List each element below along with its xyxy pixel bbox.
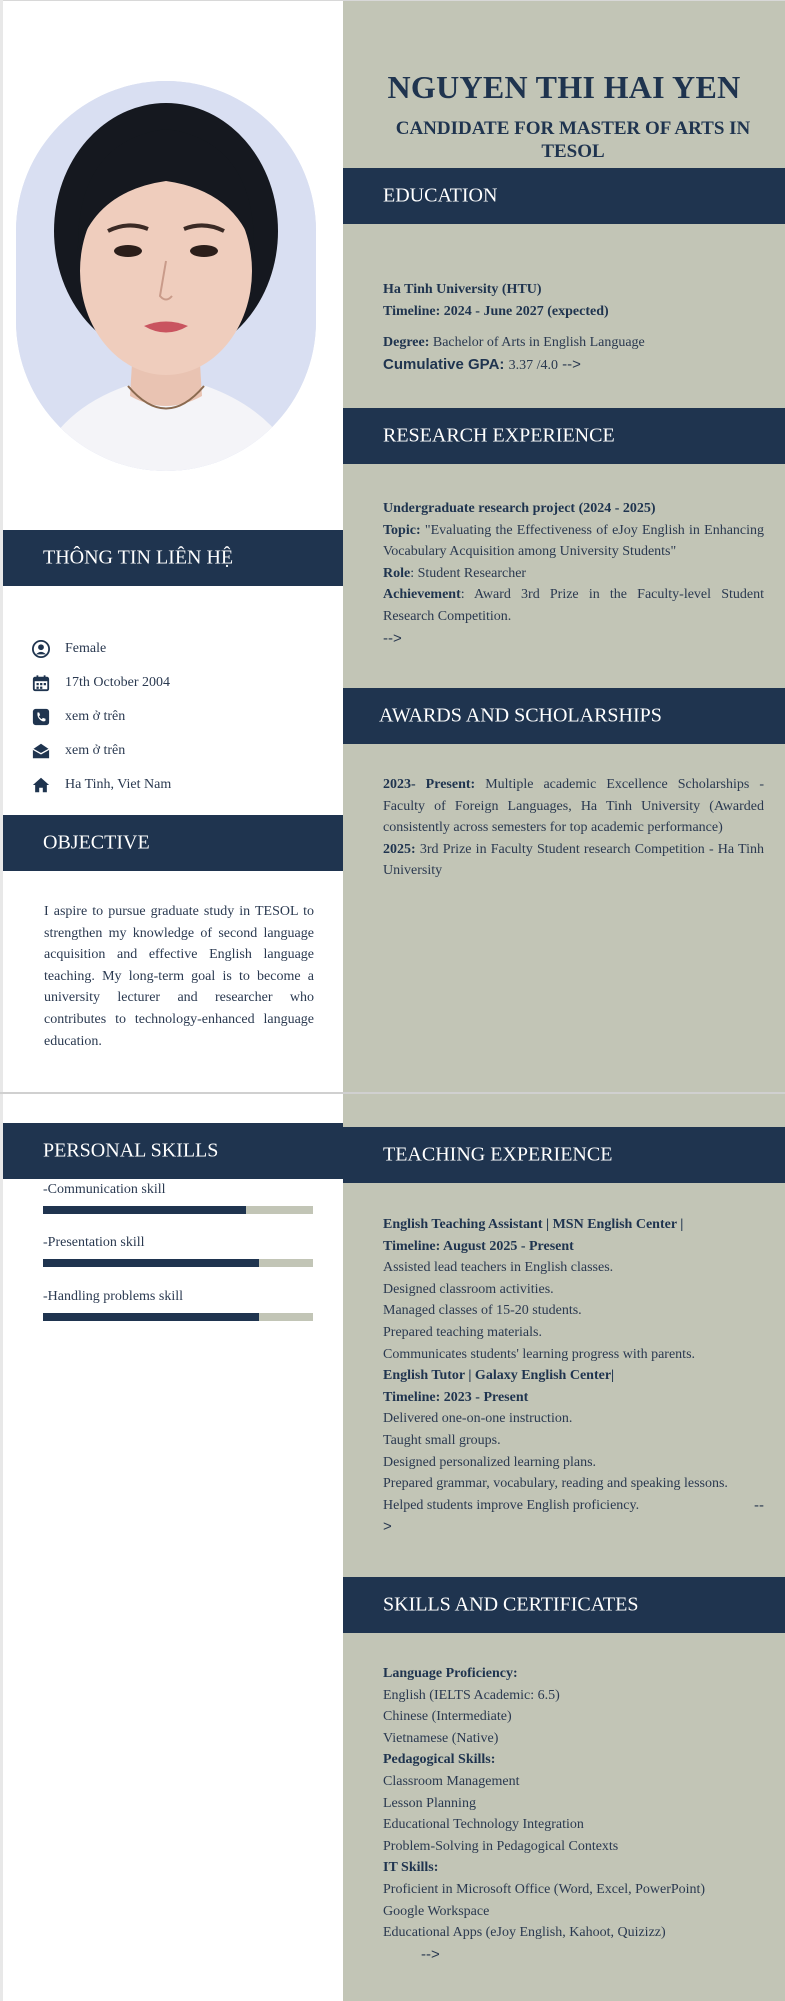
pedagogical-heading: Pedagogical Skills: [383,1752,496,1768]
calendar-icon [31,673,51,693]
job1-title: English Teaching Assistant | MSN English Center | [383,1217,684,1232]
role-text: : Student Researcher [410,565,527,581]
language-heading: Language Proficiency: [383,1666,518,1681]
research-heading: RESEARCH EXPERIENCE [343,408,785,464]
skill-bar-fill [43,1206,246,1214]
objective-heading: OBJECTIVE [3,815,343,871]
job2-item: Delivered one-on-one instruction. [383,1411,573,1427]
research-trail: --> [383,629,402,647]
education-trail: --> [562,355,581,373]
personal-skills-heading: PERSONAL SKILLS [3,1123,343,1179]
job2-item: Designed personalized learning plans. [383,1454,597,1470]
job2-timeline: Timeline: 2023 - Present [383,1389,529,1405]
contact-birthday: 17th October 2004 [31,673,170,693]
gpa-label: Cumulative GPA: [383,355,505,373]
skill-bar-fill [43,1313,259,1321]
skill-bar [43,1313,313,1321]
language-item: English (IELTS Academic: 6.5) [383,1687,560,1703]
pedagogical-item: Problem-Solving in Pedagogical Contexts [383,1838,619,1854]
skill-bar [43,1259,313,1267]
home-icon [31,775,51,795]
skill-bar [43,1206,313,1214]
education-heading: EDUCATION [343,168,785,224]
language-item: Vietnamese (Native) [383,1730,499,1746]
job1-item: Managed classes of 15-20 students. [383,1303,582,1319]
user-circle-icon [31,639,51,659]
teaching-heading: TEACHING EXPERIENCE [343,1127,785,1183]
candidate-name: NGUYEN THI HAI YEN [387,69,741,105]
contact-address: Ha Tinh, Viet Nam [31,775,171,795]
phone-icon [31,707,51,727]
awards-heading: AWARDS AND SCHOLARSHIPS [343,688,785,744]
it-item: Educational Apps (eJoy English, Kahoot, Quizizz) [383,1925,666,1941]
degree-label: Degree: [383,335,430,351]
pedagogical-item: Lesson Planning [383,1795,476,1811]
profile-photo [16,81,316,471]
job2-item: Prepared grammar, vocabulary, reading and speaking lessons. [383,1476,728,1492]
topic-label: Topic: [383,522,421,538]
job1-item: Prepared teaching materials. [383,1324,542,1340]
cv-page-1 [3,0,785,1092]
language-item: Chinese (Intermediate) [383,1709,512,1725]
it-heading: IT Skills: [383,1860,439,1876]
contact-gender: Female [31,639,106,659]
skill-communication: -Communication skill [43,1182,313,1198]
gpa-value: 3.37 /4.0 [508,357,558,373]
degree-value: Bachelor of Arts in English Language [432,335,645,351]
pedagogical-item: Educational Technology Integration [383,1817,584,1833]
it-item: Proficient in Microsoft Office (Word, Excel, PowerPoint) [383,1881,706,1897]
award-item: 2023- Present: Multiple academic Excellence Scholarships - Faculty of Foreign Languages, Ha Tinh University (Awarded consistently across semesters for top academic performance) [383,777,764,836]
teaching-trail-a: -- [754,1496,764,1514]
research-project: Undergraduate research project (2024 - 2025) [383,501,656,516]
job1-item: Assisted lead teachers in English classes. [383,1260,614,1276]
envelope-open-icon [31,741,51,761]
awards-content [383,774,764,882]
candidate-subtitle: CANDIDATE FOR MASTER OF ARTS IN TESOL [395,118,751,162]
topic-text: "Evaluating the Effectiveness of eJoy English in Enhancing Vocabulary Acquisition among University Students" [383,522,765,560]
education-school: Ha Tinh University (HTU) [383,282,542,297]
job2-title: English Tutor | Galaxy English Center| [383,1368,615,1384]
pedagogical-item: Classroom Management [383,1773,520,1789]
skills-trail: --> [421,1945,440,1963]
skill-handling-problems: -Handling problems skill [43,1289,313,1305]
contact-phone: xem ở trên [31,707,125,727]
role-label: Role [383,565,411,581]
job2-item: Helped students improve English proficiency. [383,1497,640,1513]
teaching-content [383,1214,764,1538]
achievement-label: Achievement [383,587,461,603]
job1-item: Communicates students' learning progress with parents. [383,1346,696,1362]
job1-timeline: Timeline: August 2025 - Present [383,1238,574,1254]
contact-email: xem ở trên [31,741,125,761]
teaching-trail-b: > [383,1518,392,1536]
job1-item: Designed classroom activities. [383,1281,554,1297]
skills-certificates-heading: SKILLS AND CERTIFICATES [343,1577,785,1633]
job2-item: Taught small groups. [383,1432,501,1448]
objective-text: I aspire to pursue graduate study in TESOL to strengthen my knowledge of second language acquisition and effective English language teaching. My long-term goal is to become a university lecturer and researcher who contributes to technology-enhanced language education. [44,904,314,1049]
cv-page-2 [3,1094,785,2001]
it-item: Google Workspace [383,1903,490,1919]
research-content [383,498,764,649]
education-timeline: Timeline: 2024 - June 2027 (expected) [383,303,609,319]
skill-presentation: -Presentation skill [43,1235,313,1251]
skill-bar-fill [43,1259,259,1267]
contact-heading: THÔNG TIN LIÊN HỆ [3,530,343,586]
achievement-text: : Award 3rd Prize in the Faculty-level Student Research Competition. [383,587,764,624]
award-item: 2025: 3rd Prize in Faculty Student research Competition - Ha Tinh University [383,841,765,879]
skills-certificates-content [383,1663,764,1965]
education-content [383,279,764,376]
